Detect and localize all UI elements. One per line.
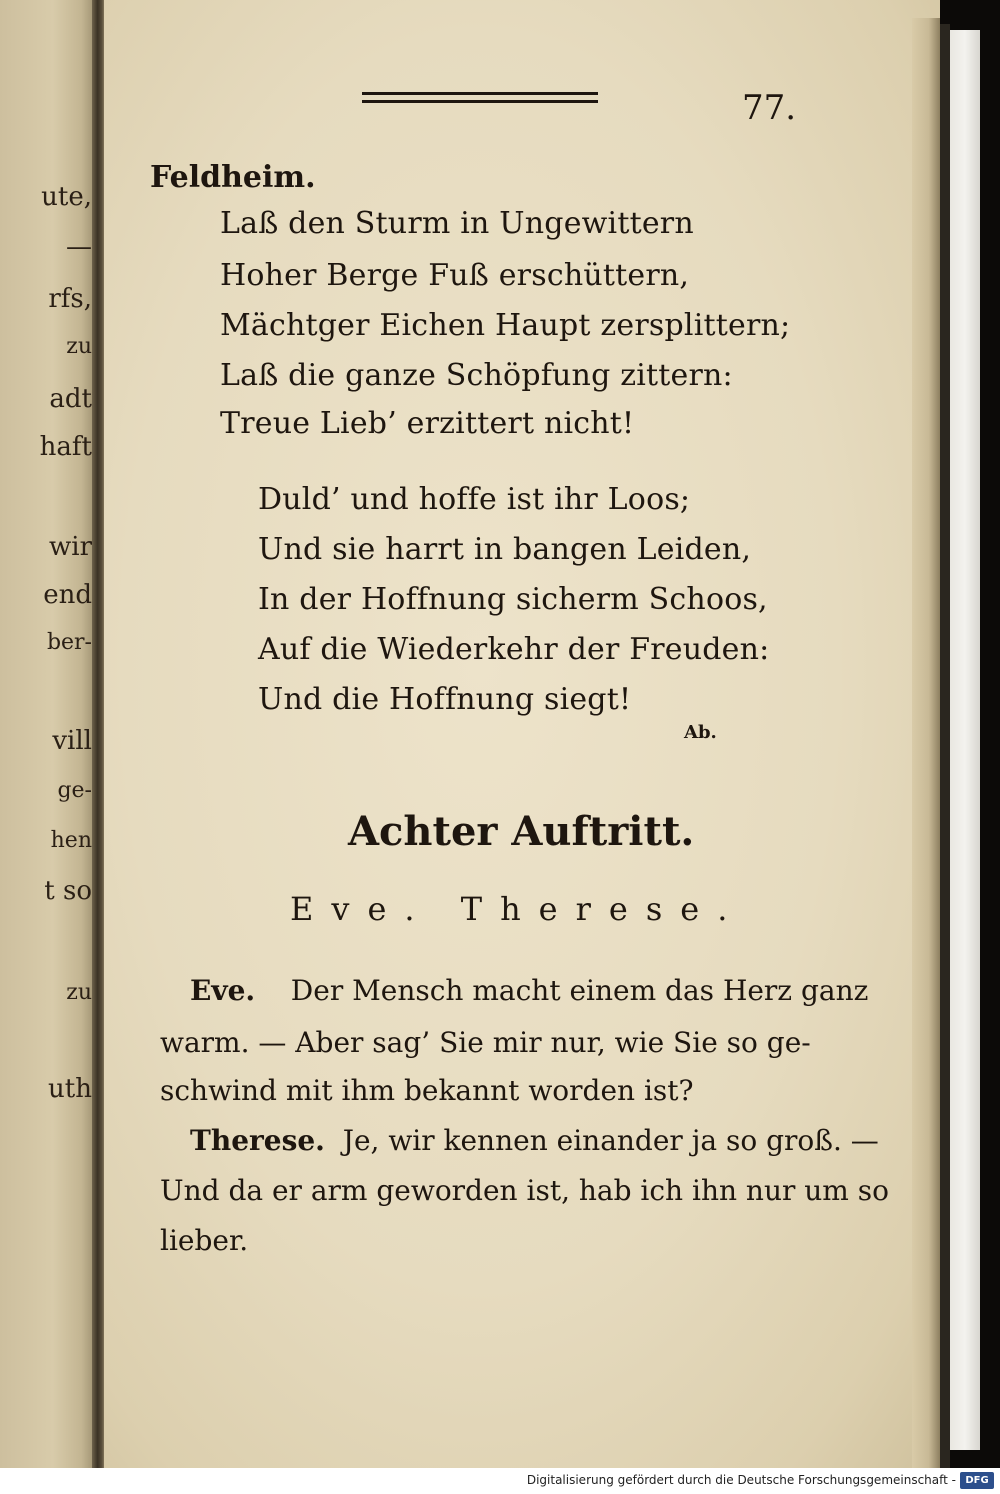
left-page-word: rfs, <box>48 284 92 314</box>
page-number: 77. <box>742 88 797 128</box>
dialogue-line <box>190 974 869 1007</box>
left-page-word: wir <box>49 532 92 562</box>
speaker-feldheim: Feldheim. <box>150 160 316 195</box>
left-page-word: uth <box>48 1074 92 1104</box>
dialogue-text: Je, wir kennen einander ja so groß. — <box>342 1124 879 1157</box>
speaker-eve: Eve. <box>190 974 256 1007</box>
stage-direction: Ab. <box>684 722 717 743</box>
speaker-therese: Therese. <box>190 1124 325 1157</box>
dialogue-line <box>190 1124 879 1157</box>
verse-line: Und sie harrt in bangen Leiden, <box>258 532 752 567</box>
left-page-word: zu <box>66 334 92 359</box>
scene-heading: Achter Auftritt. <box>348 808 695 855</box>
cover-edge <box>940 24 950 1468</box>
left-page-word: — <box>66 232 92 262</box>
left-page-word: ge- <box>57 778 92 803</box>
dialogue-line: lieber. <box>160 1224 249 1257</box>
left-page-word: t so <box>44 876 92 906</box>
dialogue-text: Der Mensch macht einem das Herz ganz <box>290 974 869 1007</box>
verse-line: In der Hoffnung sicherm Schoos, <box>258 582 768 617</box>
dialogue-line: warm. — Aber sag’ Sie mir nur, wie Sie so ge- <box>160 1026 811 1059</box>
verse-line: Auf die Wiederkehr der Freuden: <box>258 632 770 667</box>
left-page-word: vill <box>52 726 92 756</box>
header-rule <box>362 92 598 95</box>
dialogue-line: schwind mit ihm bekannt worden ist? <box>160 1074 694 1107</box>
left-page-word: adt <box>49 384 92 414</box>
left-page-word: end <box>43 580 92 610</box>
scene-persons: Eve. Therese. <box>290 890 746 928</box>
left-page-word: ute, <box>41 182 92 212</box>
verse-line: Duld’ und hoffe ist ihr Loos; <box>258 482 691 517</box>
scan-background-strip <box>950 30 980 1450</box>
left-page-word: zu <box>66 980 92 1005</box>
footer-credit: Digitalisierung gefördert durch die Deutsche Forschungsgemeinschaft - <box>526 1473 956 1487</box>
dfg-logo: DFG <box>960 1472 994 1489</box>
verse-line: Treue Lieb’ erzittert nicht! <box>220 406 635 441</box>
verse-line: Und die Hoffnung siegt! <box>258 682 632 717</box>
dialogue-line: Und da er arm geworden ist, hab ich ihn nur um so <box>160 1174 889 1207</box>
verse-line: Laß die ganze Schöpfung zittern: <box>220 358 733 393</box>
left-page-word: ber- <box>46 630 92 655</box>
left-page-word: hen <box>50 828 92 853</box>
verse-line: Hoher Berge Fuß erschüttern, <box>220 258 690 293</box>
page-edge <box>912 18 940 1468</box>
previous-page-strip <box>0 0 96 1468</box>
left-page-word: haft <box>39 432 92 462</box>
digitization-footer <box>0 1468 1000 1494</box>
verse-line: Mächtger Eichen Haupt zersplittern; <box>220 308 791 343</box>
verse-line: Laß den Sturm in Ungewittern <box>220 206 694 241</box>
header-rule <box>362 100 598 103</box>
